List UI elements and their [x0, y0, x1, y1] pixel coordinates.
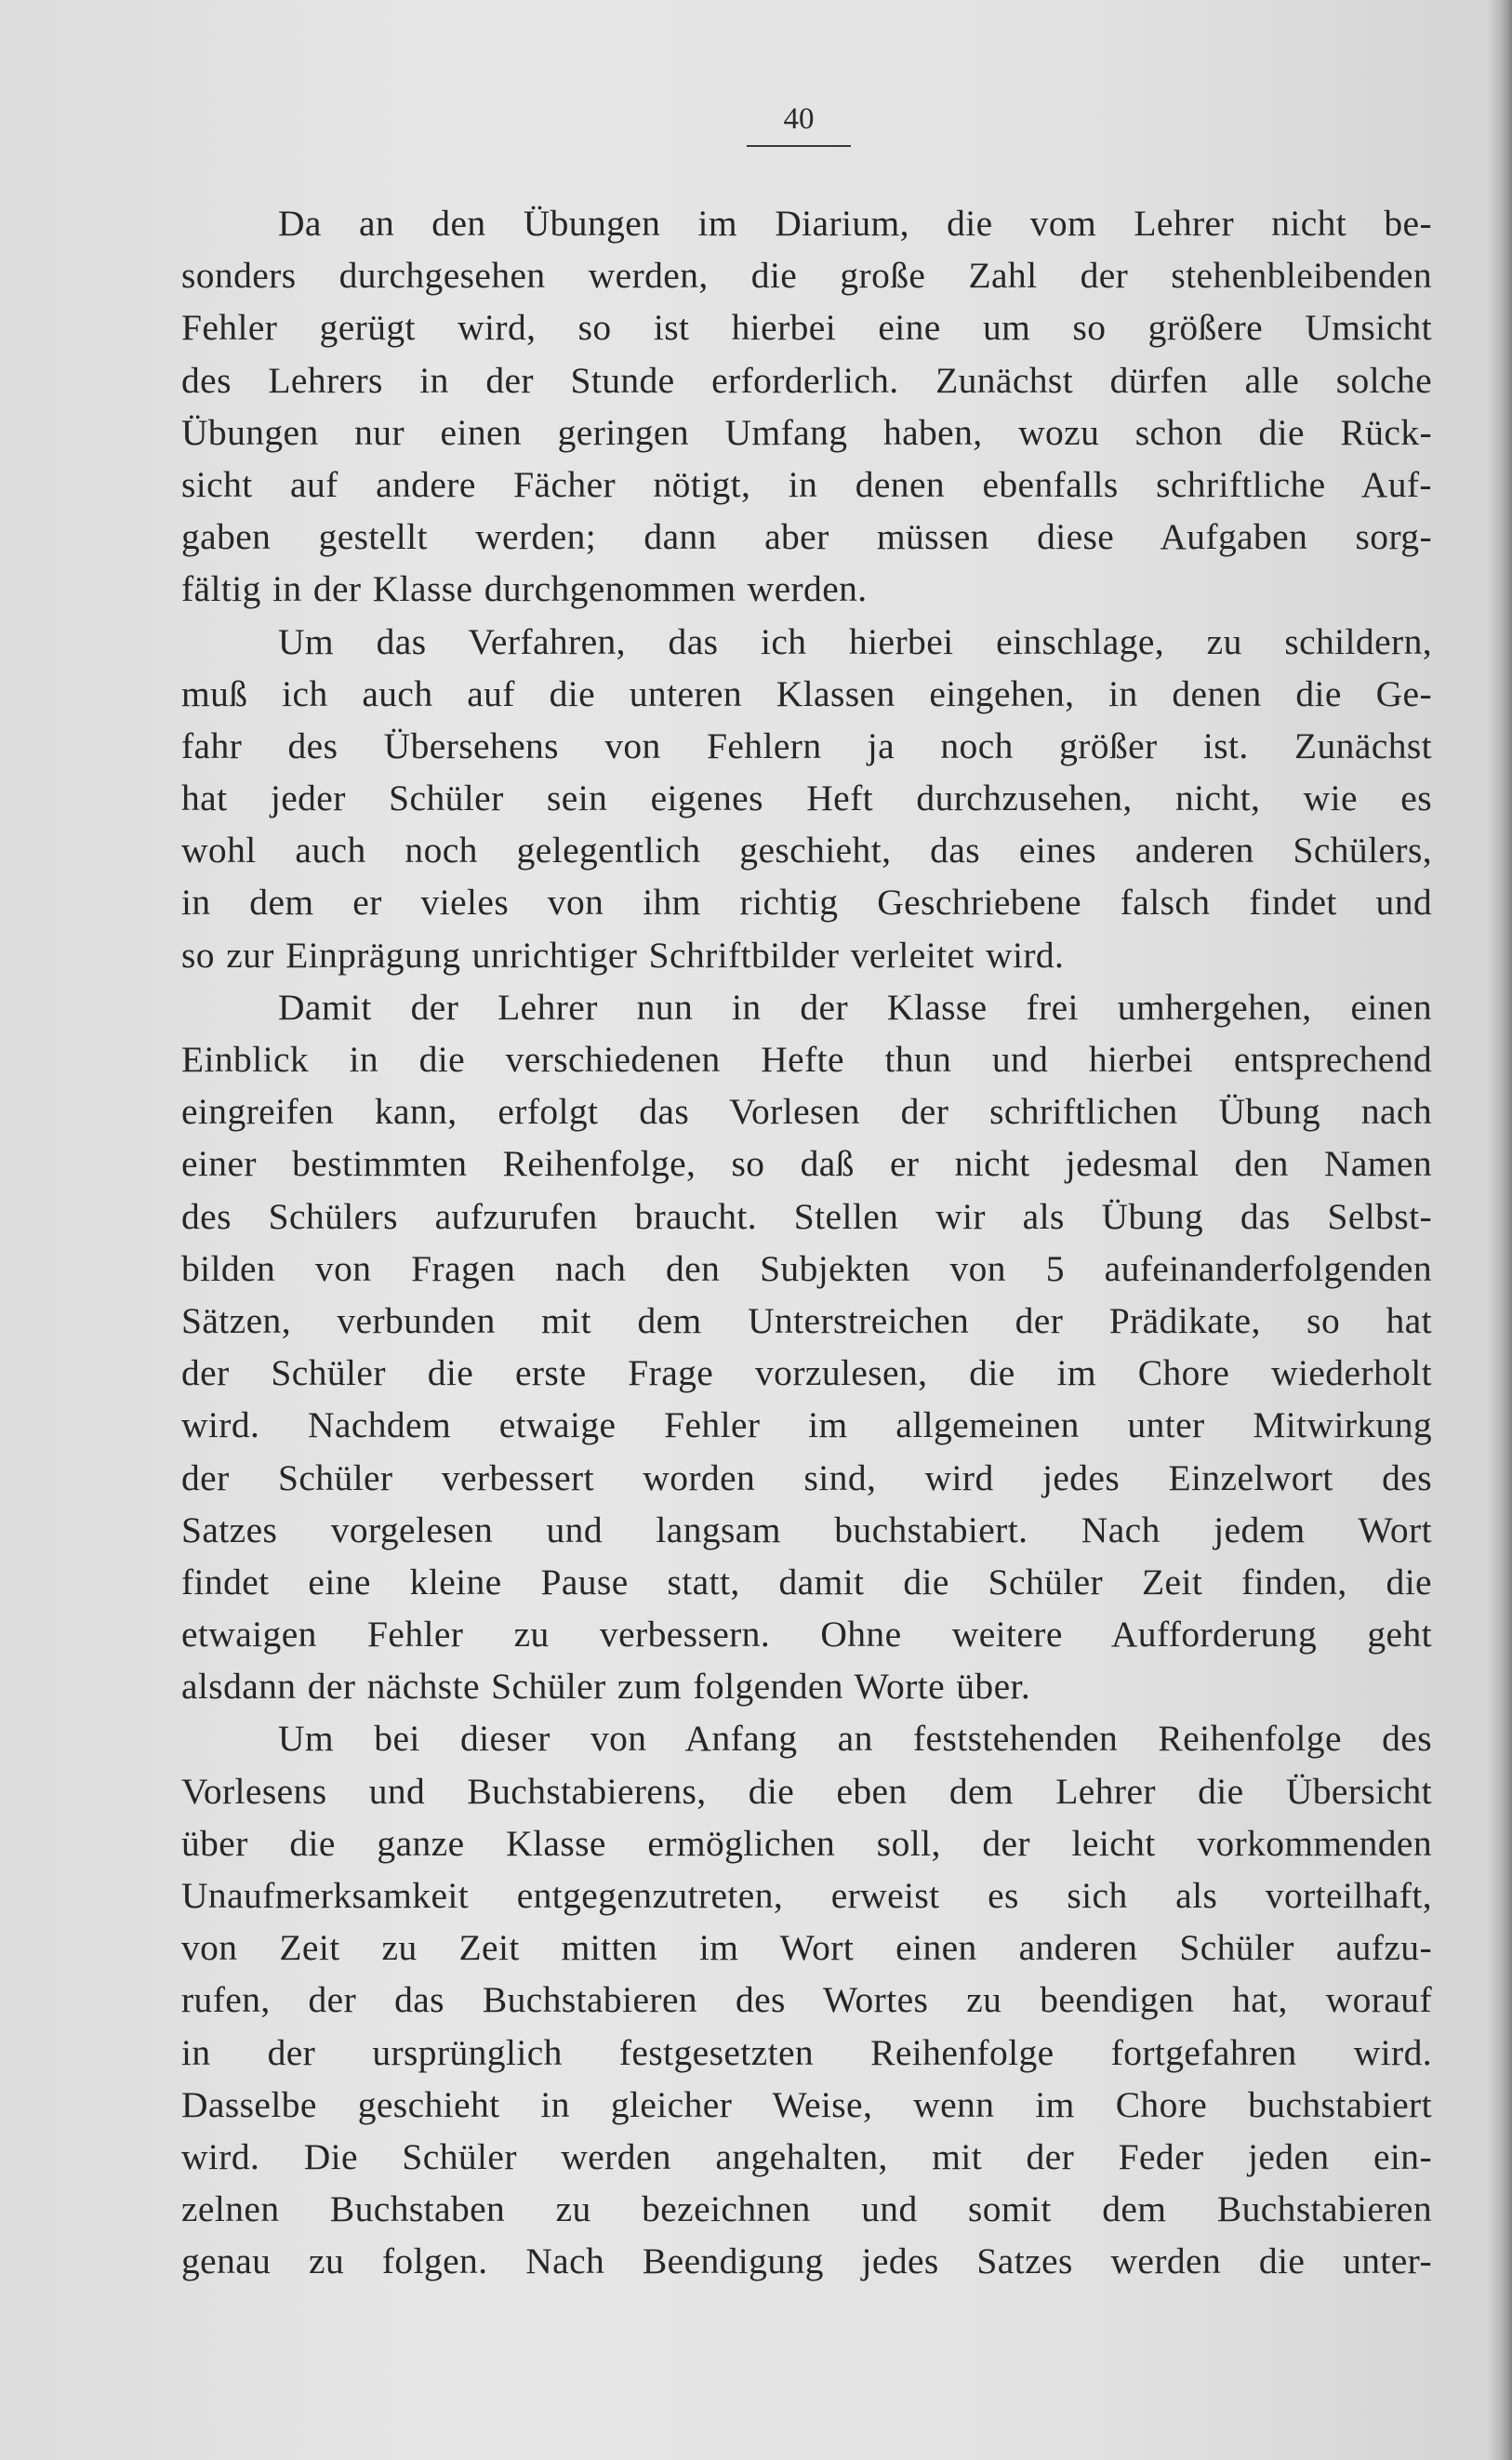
text-line: etwaigen Fehler zu verbessern. Ohne weitere Aufforderung geht	[181, 1614, 1432, 1656]
text-line: findet eine kleine Pause statt, damit die Schüler Zeit finden, die	[181, 1561, 1432, 1602]
text-line: des Lehrers in der Stunde erforderlich. Zunächst dürfen alle solche	[181, 359, 1432, 401]
text-line: Fehler gerügt wird, so ist hierbei eine um so größere Umsicht	[181, 307, 1432, 349]
page-number-rule	[747, 145, 851, 147]
text-line: in der ursprünglich festgesetzten Reihenfolge fortgefahren wird.	[181, 2031, 1432, 2073]
text-line: Einblick in die verschiedenen Hefte thun und hierbei entsprechend	[181, 1039, 1432, 1080]
text-line: muß ich auch auf die unteren Klassen eingehen, in denen die Ge-	[181, 672, 1432, 714]
text-line: Sätzen, verbunden mit dem Unterstreichen der Prädikate, so hat	[181, 1299, 1432, 1341]
text-line: eingreifen kann, erfolgt das Vorlesen der schriftlichen Übung nach	[181, 1091, 1432, 1133]
page-edge-shadow	[1488, 0, 1512, 2460]
text-line: der Schüler die erste Frage vorzulesen, die im Chore wiederholt	[181, 1352, 1432, 1394]
text-line: hat jeder Schüler sein eigenes Heft durchzusehen, nicht, wie es	[181, 778, 1432, 819]
text-line: bilden von Fragen nach den Subjekten von 5 aufeinanderfolgenden	[181, 1247, 1432, 1289]
text-line: fältig in der Klasse durchgenommen werden.	[181, 568, 868, 610]
text-line: einer bestimmten Reihenfolge, so daß er nicht jedesmal den Namen	[181, 1143, 1432, 1185]
text-line: Um bei dieser von Anfang an feststehenden Reihenfolge des	[278, 1718, 1432, 1760]
text-line: des Schülers aufzurufen braucht. Stellen wir als Übung das Selbst-	[181, 1195, 1432, 1237]
text-line: Übungen nur einen geringen Umfang haben, wozu schon die Rück-	[181, 411, 1432, 453]
text-line: wird. Nachdem etwaige Fehler im allgemeinen unter Mitwirkung	[181, 1404, 1432, 1446]
text-line: wohl auch noch gelegentlich geschieht, das eines anderen Schülers,	[181, 830, 1432, 871]
text-line: Dasselbe geschieht in gleicher Weise, wenn im Chore buchstabiert	[181, 2083, 1432, 2125]
text-line: so zur Einprägung unrichtiger Schriftbilder verleitet wird.	[181, 934, 1065, 976]
text-line: sonders durchgesehen werden, die große Zahl der stehenbleibenden	[181, 255, 1432, 297]
text-line: von Zeit zu Zeit mitten im Wort einen anderen Schüler aufzu-	[181, 1927, 1432, 1969]
text-line: über die ganze Klasse ermöglichen soll, der leicht vorkommenden	[181, 1822, 1432, 1864]
text-line: Um das Verfahren, das ich hierbei einschlage, zu schildern,	[278, 620, 1432, 662]
text-line: Da an den Übungen im Diarium, die vom Lehrer nicht be-	[278, 203, 1432, 244]
text-line: zelnen Buchstaben zu bezeichnen und somit dem Buchstabieren	[181, 2188, 1432, 2230]
body-text	[181, 197, 1432, 2288]
text-line: gaben gestellt werden; dann aber müssen diese Aufgaben sorg-	[181, 516, 1432, 558]
text-line: der Schüler verbessert worden sind, wird jedes Einzelwort des	[181, 1456, 1432, 1498]
page-number: 40	[783, 102, 815, 136]
text-line: Satzes vorgelesen und langsam buchstabiert. Nach jedem Wort	[181, 1509, 1432, 1550]
text-line: genau zu folgen. Nach Beendigung jedes Satzes werden die unter-	[181, 2241, 1432, 2282]
text-line: fahr des Übersehens von Fehlern ja noch größer ist. Zunächst	[181, 725, 1432, 766]
text-line: in dem er vieles von ihm richtig Geschriebene falsch findet und	[181, 882, 1432, 924]
text-line: Vorlesens und Buchstabierens, die eben dem Lehrer die Übersicht	[181, 1770, 1432, 1812]
text-line: Damit der Lehrer nun in der Klasse frei umhergehen, einen	[278, 986, 1432, 1028]
text-line: sicht auf andere Fächer nötigt, in denen ebenfalls schriftliche Auf-	[181, 463, 1432, 505]
text-line: wird. Die Schüler werden angehalten, mit der Feder jeden ein-	[181, 2135, 1432, 2177]
text-line: alsdann der nächste Schüler zum folgenden Worte über.	[181, 1666, 1031, 1708]
text-line: rufen, der das Buchstabieren des Wortes zu beendigen hat, worauf	[181, 1979, 1432, 2021]
text-line: Unaufmerksamkeit entgegenzutreten, erweist es sich als vorteilhaft,	[181, 1875, 1432, 1916]
